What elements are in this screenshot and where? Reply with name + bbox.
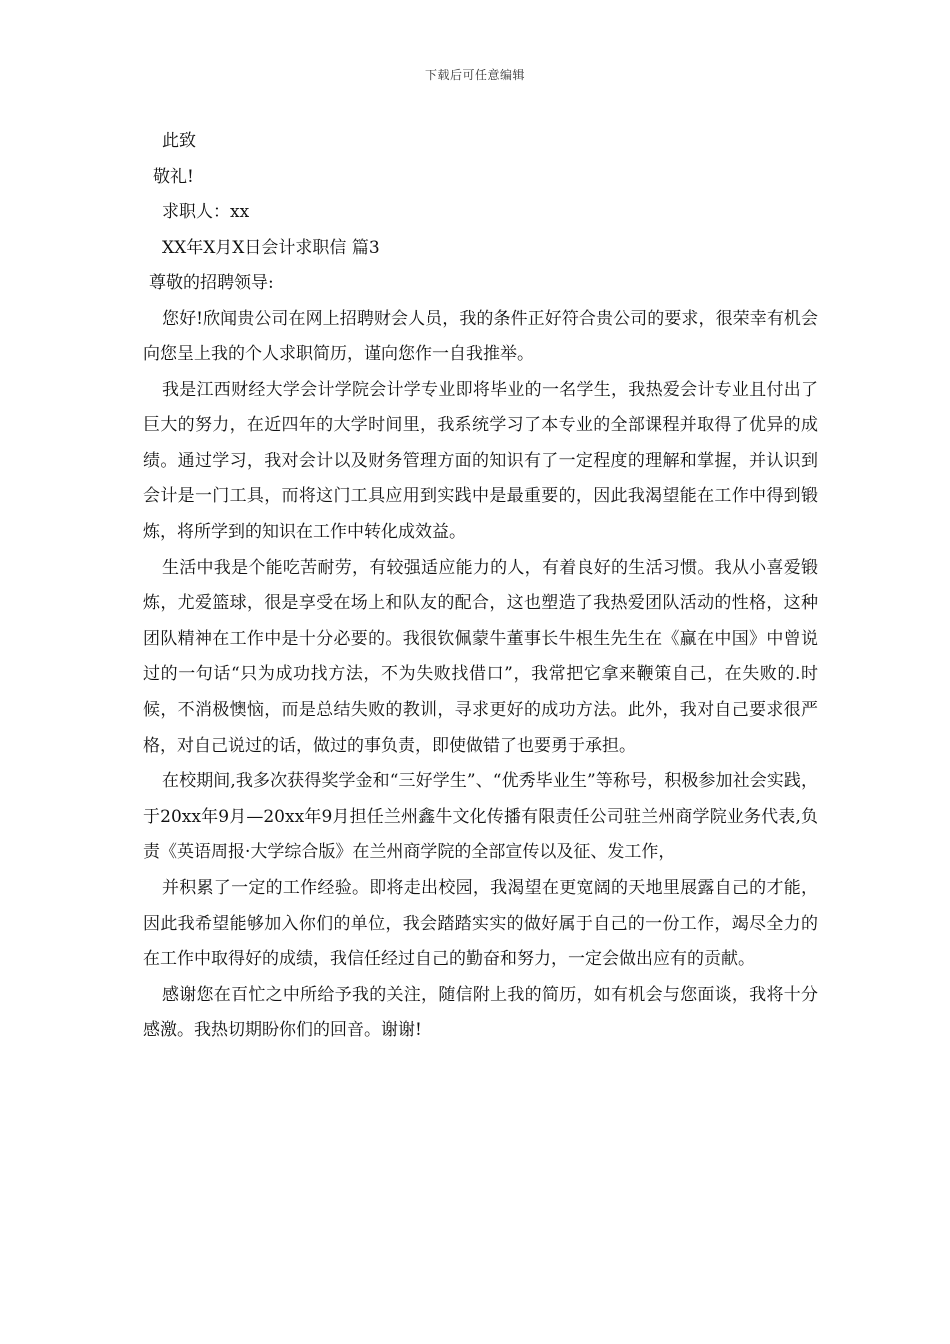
paragraph: 并积累了一定的工作经验。即将走出校园，我渴望在更宽阔的天地里展露自己的才能，因此我希望能够加入你们的单位，我会踏踏实实的做好属于自己的一份工作，竭尽全力的在工作中取得好的成绩，我信任经过自己的勤奋和努力，一定会做出应有的贡献。 [143,878,818,970]
paragraph: 我是江西财经大学会计学院会计学专业即将毕业的一名学生，我热爱会计专业且付出了巨大的努力，在近四年的大学时间里，我系统学习了本专业的全部课程并取得了优异的成绩。通过学习，我对会计以及财务管理方面的知识有了一定程度的理解和掌握，并认识到会计是一门工具，而将这门工具应用到实践中是最重要的，因此我渴望能在工作中得到锻炼，将所学到的知识在工作中转化成效益。 [143,379,818,543]
signer-line: 求职人：xx [162,202,250,222]
salutation-line: 尊敬的招聘领导: [149,273,274,293]
paragraph: 在校期间,我多次获得奖学金和“三好学生”、“优秀毕业生”等称号，积极参加社会实践，于20xx年9月—20xx年9月担任兰州鑫牛文化传播有限责任公司驻兰州商学院业务代表,负责《英语周报·大学综合版》在兰州商学院的全部宣传以及征、发工作， [143,771,818,863]
paragraph: 感谢您在百忙之中所给予我的关注，随信附上我的简历，如有机会与您面谈，我将十分感激。我热切期盼你们的回音。谢谢! [143,984,818,1041]
date-title-line: XX年X月X日会计求职信 篇3 [162,237,380,258]
letter-body [143,124,818,1049]
paragraph: 您好!欣闻贵公司在网上招聘财会人员，我的条件正好符合贵公司的要求，很荣幸有机会向您呈上我的个人求职简历，谨向您作一自我推举。 [143,308,818,365]
paragraph: 生活中我是个能吃苦耐劳，有较强适应能力的人，有着良好的生活习惯。我从小喜爱锻炼，尤爱篮球，很是享受在场上和队友的配合，这也塑造了我热爱团队活动的性格，这种团队精神在工作中是十分必要的。我很钦佩蒙牛董事长牛根生先生在《赢在中国》中曾说过的一句话“只为成功找方法，不为失败找借口”，我常把它拿来鞭策自己，在失败的.时候，不消极懊恼，而是总结失败的教训，寻求更好的成功方法。此外，我对自己要求很严格，对自己说过的话，做过的事负责，即使做错了也要勇于承担。 [143,557,818,756]
closing-line-2: 敬礼! [153,166,194,187]
closing-line-1: 此致 [162,131,196,151]
page-header: 下载后可任意编辑 [424,68,525,82]
